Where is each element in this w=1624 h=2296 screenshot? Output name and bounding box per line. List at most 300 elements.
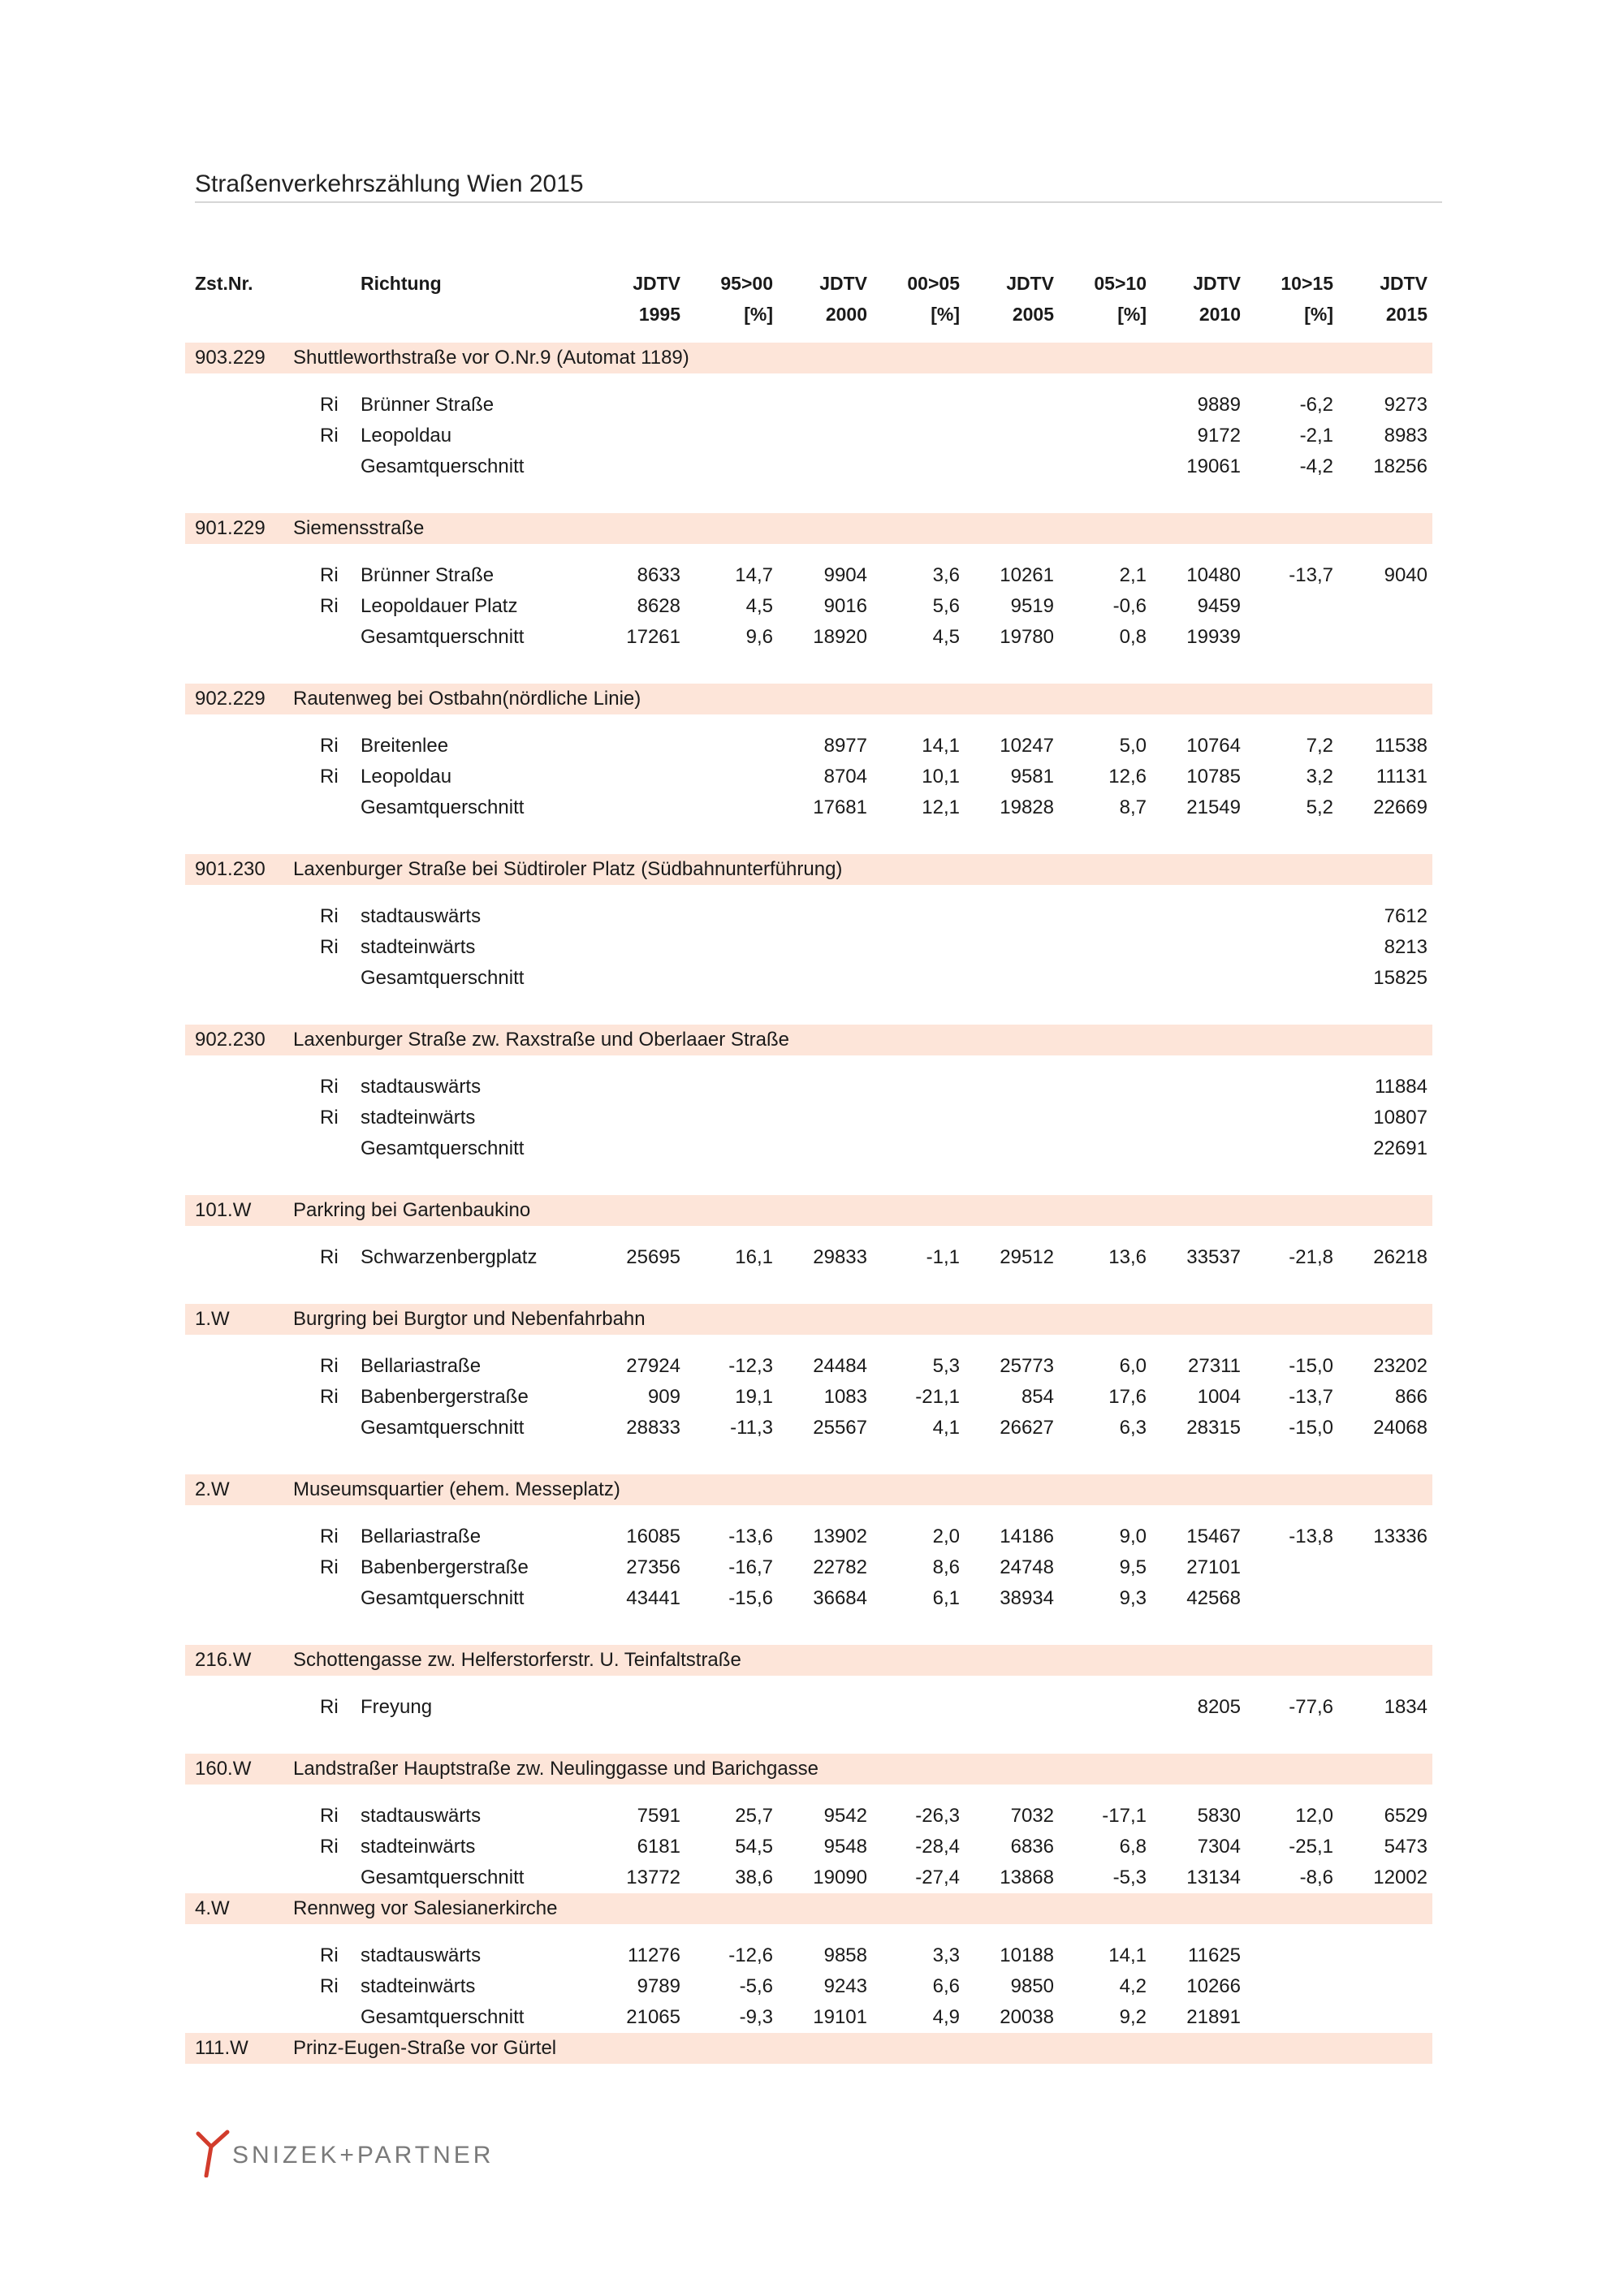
value-cell: 21549 [1186,796,1241,818]
value-cell: 13336 [1373,1526,1427,1547]
table-row [0,1103,1624,1133]
value-cell: 15825 [1373,967,1427,989]
header-col-8-line-1: 10>15 [1281,273,1333,294]
value-cell: 8704 [823,766,867,788]
direction-name: Gesamtquerschnitt [361,626,525,648]
direction-prefix: Ri [320,564,339,586]
value-cell: 33537 [1186,1246,1241,1268]
table-row [0,901,1624,932]
direction-name: stadteinwärts [361,1107,476,1129]
value-cell: 16,1 [735,1246,773,1268]
table-row [0,1832,1624,1862]
station-header [185,513,1432,544]
value-cell: 19101 [813,2006,867,2028]
header-col-5-line-2: 2005 [1012,304,1054,325]
header-col-1-line-2: 1995 [638,304,680,325]
table-row [0,963,1624,994]
value-cell: 6,8 [1119,1836,1147,1858]
station-header [185,343,1432,373]
value-cell: -15,6 [728,1587,773,1609]
station-header [185,1195,1432,1226]
direction-name: Leopoldau [361,766,452,788]
value-cell: 16085 [626,1526,680,1547]
value-cell: 11276 [628,1944,680,1966]
direction-name: Bellariastraße [361,1355,482,1377]
value-cell: 6,0 [1119,1355,1147,1377]
value-cell: 5,2 [1306,796,1333,818]
table-row [0,1133,1624,1164]
value-cell: 13902 [813,1526,867,1547]
value-cell: 10,1 [922,766,960,788]
value-cell: 10764 [1186,735,1241,757]
value-cell: 4,9 [932,2006,960,2028]
value-cell: 6529 [1384,1805,1427,1827]
value-cell: -5,6 [739,1975,773,1997]
direction-name: Breitenlee [361,735,449,757]
value-cell: 7304 [1197,1836,1241,1858]
station-name: Shuttleworthstraße vor O.Nr.9 (Automat 1189) [293,347,689,369]
header-col-1-line-1: JDTV [633,273,680,294]
table-row [0,2002,1624,2033]
station-name: Burgring bei Burgtor und Nebenfahrbahn [293,1308,646,1330]
value-cell: 11625 [1188,1944,1241,1966]
value-cell: 20038 [1000,2006,1054,2028]
station-name: Rennweg vor Salesianerkirche [293,1897,558,1919]
value-cell: 17,6 [1108,1386,1147,1408]
value-cell: 5473 [1384,1836,1427,1858]
table-row [0,1583,1624,1614]
direction-prefix: Ri [320,1836,339,1858]
header-col-9-line-1: JDTV [1380,273,1427,294]
value-cell: 25567 [813,1417,867,1439]
value-cell: -16,7 [728,1556,773,1578]
station-header [185,1304,1432,1335]
header-col-2-line-2: [%] [744,304,773,325]
direction-name: Gesamtquerschnitt [361,1417,525,1439]
table-row [0,731,1624,762]
value-cell: 42568 [1186,1587,1241,1609]
value-cell: 9,5 [1119,1556,1147,1578]
value-cell: 22669 [1373,796,1427,818]
value-cell: 12,1 [922,796,960,818]
table-row [0,1971,1624,2002]
direction-prefix: Ri [320,1386,339,1408]
value-cell: 6,6 [932,1975,960,1997]
direction-name: stadtauswärts [361,905,482,927]
value-cell: 9889 [1197,394,1241,416]
value-cell: 27101 [1186,1556,1241,1578]
direction-prefix: Ri [320,1355,339,1377]
direction-prefix: Ri [320,905,339,927]
value-cell: 6836 [1010,1836,1054,1858]
value-cell: 27311 [1188,1355,1241,1377]
station-header [185,1754,1432,1785]
value-cell: 14,7 [735,564,773,586]
value-cell: 22691 [1373,1137,1427,1159]
value-cell: -13,8 [1289,1526,1333,1547]
value-cell: 866 [1394,1386,1427,1408]
table-row [0,390,1624,421]
value-cell: 3,6 [932,564,960,586]
direction-name: stadteinwärts [361,1975,476,1997]
value-cell: 24748 [1000,1556,1054,1578]
value-cell: 2,1 [1119,564,1147,586]
station-header [185,2033,1432,2064]
table-row [0,1242,1624,1273]
value-cell: 1083 [823,1386,867,1408]
table-row [0,1413,1624,1444]
value-cell: 7591 [637,1805,680,1827]
value-cell: 9789 [637,1975,680,1997]
value-cell: 9,2 [1119,2006,1147,2028]
value-cell: 9172 [1197,425,1241,447]
station-name: Parkring bei Gartenbaukino [293,1199,531,1221]
value-cell: 19061 [1186,455,1241,477]
value-cell: 28315 [1186,1417,1241,1439]
direction-name: stadtauswärts [361,1944,482,1966]
value-cell: 29512 [1000,1246,1054,1268]
value-cell: -8,6 [1299,1867,1333,1888]
value-cell: 9016 [823,595,867,617]
station-id: 111.W [195,2037,248,2059]
header-col-7-line-1: JDTV [1193,273,1241,294]
value-cell: 8205 [1197,1696,1241,1718]
header-col-3-line-2: 2000 [825,304,867,325]
direction-prefix: Ri [320,1246,339,1268]
value-cell: 24068 [1373,1417,1427,1439]
value-cell: 9548 [823,1836,867,1858]
direction-prefix: Ri [320,1944,339,1966]
direction-name: stadtauswärts [361,1805,482,1827]
value-cell: 5,3 [932,1355,960,1377]
header-col-4-line-1: 00>05 [907,273,960,294]
value-cell: 27356 [626,1556,680,1578]
direction-name: Gesamtquerschnitt [361,1137,525,1159]
table-row [0,1351,1624,1382]
logo-text: SNIZEK+PARTNER [232,2142,495,2169]
direction-name: Gesamtquerschnitt [361,1587,525,1609]
direction-prefix: Ri [320,425,339,447]
header-col-6-line-2: [%] [1117,304,1147,325]
header-col-2-line-1: 95>00 [720,273,773,294]
value-cell: 9850 [1010,1975,1054,1997]
table-row [0,1862,1624,1893]
station-id: 101.W [195,1199,252,1221]
value-cell: 29833 [813,1246,867,1268]
station-id: 903.229 [195,347,266,369]
direction-name: Bellariastraße [361,1526,482,1547]
value-cell: 4,5 [745,595,773,617]
value-cell: 22782 [813,1556,867,1578]
value-cell: 9904 [823,564,867,586]
value-cell: 10247 [1000,735,1054,757]
value-cell: -13,7 [1289,564,1333,586]
value-cell: 23202 [1373,1355,1427,1377]
value-cell: 18256 [1373,455,1427,477]
value-cell: 9040 [1384,564,1427,586]
value-cell: 3,2 [1306,766,1333,788]
direction-name: Gesamtquerschnitt [361,455,525,477]
value-cell: 4,5 [932,626,960,648]
station-header [185,1474,1432,1505]
value-cell: -11,3 [730,1417,773,1439]
direction-name: Brünner Straße [361,394,495,416]
value-cell: 6,3 [1119,1417,1147,1439]
value-cell: 19780 [1000,626,1054,648]
station-name: Laxenburger Straße bei Südtiroler Platz (Südbahnunterführung) [293,858,843,880]
value-cell: -25,1 [1289,1836,1333,1858]
value-cell: 5,6 [932,595,960,617]
station-header [185,1645,1432,1676]
direction-name: Babenbergerstraße [361,1386,529,1408]
value-cell: -28,4 [915,1836,960,1858]
value-cell: 7612 [1384,905,1427,927]
value-cell: 854 [1021,1386,1054,1408]
value-cell: -2,1 [1299,425,1333,447]
value-cell: 3,3 [932,1944,960,1966]
table-row [0,1940,1624,1971]
value-cell: 24484 [813,1355,867,1377]
value-cell: 13868 [1000,1867,1054,1888]
direction-name: Leopoldauer Platz [361,595,518,617]
direction-name: Babenbergerstraße [361,1556,529,1578]
station-name: Museumsquartier (ehem. Messeplatz) [293,1478,620,1500]
value-cell: 38,6 [735,1867,773,1888]
value-cell: 19828 [1000,796,1054,818]
value-cell: 4,2 [1119,1975,1147,1997]
direction-name: Gesamtquerschnitt [361,2006,525,2028]
value-cell: 17261 [626,626,680,648]
table-row [0,1521,1624,1552]
direction-name: Brünner Straße [361,564,495,586]
value-cell: 8,6 [932,1556,960,1578]
value-cell: 1004 [1197,1386,1241,1408]
station-header [185,1893,1432,1924]
value-cell: 13134 [1186,1867,1241,1888]
station-id: 1.W [195,1308,230,1330]
header-col-6-line-1: 05>10 [1094,273,1147,294]
direction-prefix: Ri [320,1526,339,1547]
table-header [195,268,1442,333]
direction-prefix: Ri [320,1975,339,1997]
station-name: Schottengasse zw. Helferstorferstr. U. Teinfaltstraße [293,1649,741,1671]
value-cell: 19,1 [735,1386,773,1408]
value-cell: 15467 [1186,1526,1241,1547]
value-cell: 7032 [1010,1805,1054,1827]
station-id: 901.230 [195,858,266,880]
value-cell: 9519 [1010,595,1054,617]
value-cell: 12,6 [1108,766,1147,788]
value-cell: -4,2 [1299,455,1333,477]
station-id: 216.W [195,1649,252,1671]
value-cell: 11538 [1375,735,1427,757]
station-id: 902.229 [195,688,266,710]
direction-name: Gesamtquerschnitt [361,967,525,989]
value-cell: 27924 [626,1355,680,1377]
table-row [0,622,1624,653]
value-cell: 25695 [626,1246,680,1268]
value-cell: -21,1 [915,1386,960,1408]
value-cell: -13,7 [1289,1386,1333,1408]
table-row [0,591,1624,622]
direction-prefix: Ri [320,936,339,958]
value-cell: 8213 [1384,936,1427,958]
value-cell: 10261 [1000,564,1054,586]
table-row [0,421,1624,451]
direction-prefix: Ri [320,1556,339,1578]
value-cell: 6181 [637,1836,680,1858]
value-cell: 26627 [1000,1417,1054,1439]
value-cell: 13772 [626,1867,680,1888]
value-cell: 8977 [823,735,867,757]
value-cell: 9,3 [1119,1587,1147,1609]
value-cell: 0,8 [1119,626,1147,648]
value-cell: 12,0 [1295,1805,1333,1827]
value-cell: 2,0 [932,1526,960,1547]
value-cell: 10807 [1373,1107,1427,1129]
title-divider [195,201,1442,203]
direction-name: Freyung [361,1696,433,1718]
value-cell: 9243 [823,1975,867,1997]
value-cell: 25,7 [735,1805,773,1827]
table-row [0,1072,1624,1103]
station-id: 160.W [195,1758,252,1780]
value-cell: 9273 [1384,394,1427,416]
header-richtung: Richtung [361,273,442,294]
table-row [0,1382,1624,1413]
value-cell: 25773 [1000,1355,1054,1377]
value-cell: 10266 [1186,1975,1241,1997]
value-cell: 17681 [813,796,867,818]
value-cell: -77,6 [1289,1696,1333,1718]
value-cell: -17,1 [1102,1805,1147,1827]
value-cell: -27,4 [915,1867,960,1888]
value-cell: -12,6 [728,1944,773,1966]
direction-prefix: Ri [320,595,339,617]
station-header [185,1025,1432,1055]
header-col-9-line-2: 2015 [1385,304,1427,325]
value-cell: 8983 [1384,425,1427,447]
value-cell: -0,6 [1112,595,1147,617]
direction-name: Leopoldau [361,425,452,447]
station-id: 902.230 [195,1029,266,1051]
logo-y-mark-icon [195,2129,231,2177]
station-id: 901.229 [195,517,266,539]
value-cell: 11131 [1376,766,1427,788]
value-cell: -21,8 [1289,1246,1333,1268]
value-cell: 8628 [637,595,680,617]
value-cell: 1834 [1384,1696,1427,1718]
value-cell: 5,0 [1119,735,1147,757]
direction-name: Gesamtquerschnitt [361,1867,525,1888]
header-col-8-line-2: [%] [1304,304,1333,325]
header-col-7-line-2: 2010 [1199,304,1241,325]
value-cell: 10785 [1186,766,1241,788]
table-row [0,560,1624,591]
station-name: Laxenburger Straße zw. Raxstraße und Oberlaaer Straße [293,1029,789,1051]
value-cell: -26,3 [915,1805,960,1827]
value-cell: 4,1 [932,1417,960,1439]
value-cell: 9,0 [1119,1526,1147,1547]
direction-prefix: Ri [320,1805,339,1827]
table-row [0,932,1624,963]
direction-name: Schwarzenbergplatz [361,1246,538,1268]
station-id: 2.W [195,1478,230,1500]
table-row [0,1801,1624,1832]
direction-prefix: Ri [320,766,339,788]
value-cell: -9,3 [739,2006,773,2028]
direction-name: stadtauswärts [361,1076,482,1098]
direction-name: stadteinwärts [361,1836,476,1858]
value-cell: 6,1 [932,1587,960,1609]
value-cell: 26218 [1373,1246,1427,1268]
value-cell: 13,6 [1108,1246,1147,1268]
station-header [185,854,1432,885]
value-cell: 14186 [1000,1526,1054,1547]
value-cell: 54,5 [735,1836,773,1858]
value-cell: 9,6 [745,626,773,648]
value-cell: 8,7 [1119,796,1147,818]
value-cell: 21065 [626,2006,680,2028]
value-cell: 14,1 [922,735,960,757]
header-col-4-line-2: [%] [931,304,960,325]
value-cell: 28833 [626,1417,680,1439]
value-cell: 9542 [823,1805,867,1827]
value-cell: 21891 [1186,2006,1241,2028]
value-cell: 14,1 [1108,1944,1147,1966]
station-name: Landstraßer Hauptstraße zw. Neulinggasse und Barichgasse [293,1758,819,1780]
value-cell: 7,2 [1306,735,1333,757]
direction-prefix: Ri [320,394,339,416]
value-cell: 9459 [1197,595,1241,617]
value-cell: 19090 [813,1867,867,1888]
value-cell: 36684 [813,1587,867,1609]
value-cell: 9581 [1010,766,1054,788]
value-cell: 909 [647,1386,680,1408]
header-col-5-line-1: JDTV [1006,273,1054,294]
direction-prefix: Ri [320,1076,339,1098]
table-row [0,1552,1624,1583]
value-cell: 19939 [1186,626,1241,648]
table-row [0,762,1624,792]
station-name: Siemensstraße [293,517,425,539]
value-cell: -15,0 [1289,1355,1333,1377]
document-title: Straßenverkehrszählung Wien 2015 [195,170,584,197]
value-cell: 11884 [1375,1076,1427,1098]
value-cell: -5,3 [1112,1867,1147,1888]
value-cell: 10480 [1186,564,1241,586]
value-cell: -15,0 [1289,1417,1333,1439]
value-cell: 8633 [637,564,680,586]
value-cell: 43441 [626,1587,680,1609]
value-cell: -12,3 [728,1355,773,1377]
direction-prefix: Ri [320,735,339,757]
value-cell: 9858 [823,1944,867,1966]
table-row [0,1692,1624,1723]
station-name: Rautenweg bei Ostbahn(nördliche Linie) [293,688,641,710]
table-row [0,792,1624,823]
value-cell: 12002 [1373,1867,1427,1888]
station-name: Prinz-Eugen-Straße vor Gürtel [293,2037,557,2059]
direction-name: Gesamtquerschnitt [361,796,525,818]
value-cell: -1,1 [926,1246,960,1268]
value-cell: 5830 [1197,1805,1241,1827]
table-row [0,451,1624,482]
value-cell: 10188 [1000,1944,1054,1966]
value-cell: -13,6 [728,1526,773,1547]
value-cell: -6,2 [1299,394,1333,416]
value-cell: 18920 [813,626,867,648]
